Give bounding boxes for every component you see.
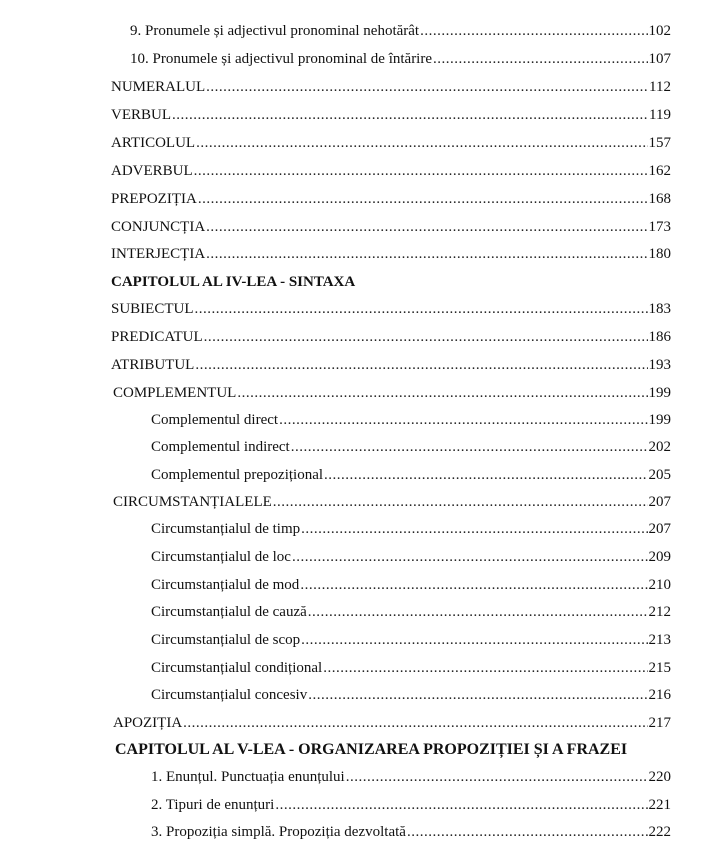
toc-entry-page: 207	[648, 494, 671, 510]
toc-entry-label: 1. Enunțul. Punctuația enunțului	[151, 769, 345, 785]
dot-leader	[433, 48, 647, 70]
toc-entry-page: 183	[648, 301, 671, 317]
toc-entry-page: 157	[648, 135, 671, 151]
toc-entry	[151, 409, 671, 431]
dot-leader	[324, 464, 647, 486]
toc-entry-label: COMPLEMENTUL	[113, 385, 237, 401]
dot-leader	[198, 188, 648, 210]
dot-leader	[291, 436, 648, 458]
dot-leader	[206, 76, 648, 98]
toc-entry-page: 186	[648, 329, 671, 345]
toc-entry-label: Circumstanțialul concesiv	[151, 687, 308, 703]
toc-entry-page: 168	[648, 191, 671, 207]
toc-entry	[151, 821, 671, 843]
toc-entry-label: Complementul indirect	[151, 439, 290, 455]
toc-entry-label: SUBIECTUL	[111, 301, 194, 317]
toc-entry-label: Circumstanțialul de mod	[151, 577, 300, 593]
toc-entry	[111, 76, 671, 98]
toc-entry-page: 173	[648, 219, 671, 235]
toc-entry-page: 202	[648, 439, 671, 455]
toc-entry-page: 221	[648, 797, 671, 813]
toc-entry	[111, 216, 671, 238]
toc-entry-page: 119	[649, 107, 671, 123]
dot-leader	[196, 132, 647, 154]
dot-leader	[237, 382, 647, 404]
toc-entry-label: Complementul prepozițional	[151, 467, 324, 483]
toc-entry-label: ADVERBUL	[111, 163, 193, 179]
dot-leader	[206, 243, 647, 265]
dot-leader	[346, 766, 648, 788]
toc-entry-label: CIRCUMSTANȚIALELE	[113, 494, 272, 510]
toc-entry-label: Complementul direct	[151, 412, 279, 428]
toc-entry	[151, 766, 671, 788]
toc-entry	[111, 132, 671, 154]
chapter-heading: CAPITOLUL AL V-LEA - ORGANIZAREA PROPOZIȚIEI ȘI A FRAZEI	[115, 741, 628, 758]
dot-leader	[204, 326, 648, 348]
toc-entry-page: 199	[648, 385, 671, 401]
dot-leader	[407, 821, 648, 843]
toc-entry-label: CONJUNCȚIA	[111, 219, 206, 235]
toc-entry-page: 180	[648, 246, 671, 262]
toc-entry	[111, 298, 671, 320]
dot-leader	[301, 518, 647, 540]
toc-entry-label: 3. Propoziția simplă. Propoziția dezvoltată	[151, 824, 406, 840]
toc-entry-label: 2. Tipuri de enunțuri	[151, 797, 275, 813]
toc-entry	[151, 794, 671, 816]
dot-leader	[308, 684, 647, 706]
toc-entry	[151, 601, 671, 623]
dot-leader	[301, 629, 647, 651]
toc-entry	[151, 574, 671, 596]
dot-leader	[292, 546, 648, 568]
dot-leader	[195, 298, 648, 320]
toc-entry-page: 112	[649, 79, 671, 95]
toc-entry-page: 210	[648, 577, 671, 593]
toc-entry-label: VERBUL	[111, 107, 171, 123]
toc-entry-page: 213	[648, 632, 671, 648]
dot-leader	[273, 491, 648, 513]
dot-leader	[279, 409, 647, 431]
toc-entry-label: Circumstanțialul de cauză	[151, 604, 307, 620]
toc-entry-page: 216	[648, 687, 671, 703]
toc-entry-page: 222	[648, 824, 671, 840]
toc-entry	[130, 20, 671, 42]
toc-entry	[151, 518, 671, 540]
toc-entry	[111, 243, 671, 265]
toc-entry-label: Circumstanțialul condițional	[151, 660, 323, 676]
toc-entry	[111, 326, 671, 348]
toc-entry-label: Circumstanțialul de timp	[151, 521, 301, 537]
toc-entry-label: NUMERALUL	[111, 79, 206, 95]
dot-leader	[172, 104, 648, 126]
toc-entry	[151, 436, 671, 458]
dot-leader	[300, 574, 647, 596]
toc-entry	[151, 684, 671, 706]
toc-entry-page: 215	[648, 660, 671, 676]
chapter-heading: CAPITOLUL AL IV-LEA - SINTAXA	[111, 274, 356, 290]
toc-entry-label: Circumstanțialul de scop	[151, 632, 301, 648]
dot-leader	[420, 20, 647, 42]
dot-leader	[194, 160, 648, 182]
dot-leader	[195, 354, 647, 376]
toc-entry-page: 217	[648, 715, 671, 731]
dot-leader	[206, 216, 647, 238]
toc-entry-label: PREDICATUL	[111, 329, 203, 345]
toc-entry	[151, 546, 671, 568]
toc-entry-label: 10. Pronumele și adjectivul pronominal de întărire	[130, 51, 433, 67]
toc-entry-label: PREPOZIȚIA	[111, 191, 197, 207]
toc-entry-page: 220	[648, 769, 671, 785]
toc-entry-label: 9. Pronumele și adjectivul pronominal nehotărât	[130, 23, 420, 39]
toc-entry-label: Circumstanțialul de loc	[151, 549, 291, 565]
toc-entry-page: 205	[648, 467, 671, 483]
toc-entry-label: APOZIȚIA	[113, 715, 183, 731]
toc-entry-label: ATRIBUTUL	[111, 357, 195, 373]
toc-entry	[113, 382, 671, 404]
toc-entry-page: 207	[648, 521, 671, 537]
toc-entry	[151, 464, 671, 486]
toc-entry-label: INTERJECȚIA	[111, 246, 206, 262]
toc-entry	[151, 657, 671, 679]
toc-entry-page: 193	[648, 357, 671, 373]
toc-entry	[151, 629, 671, 651]
toc-entry-page: 107	[648, 51, 671, 67]
toc-entry-page: 212	[648, 604, 671, 620]
toc-entry	[130, 48, 671, 70]
dot-leader	[275, 794, 647, 816]
dot-leader	[323, 657, 647, 679]
dot-leader	[308, 601, 648, 623]
toc-entry-label: ARTICOLUL	[111, 135, 196, 151]
toc-entry-page: 209	[648, 549, 671, 565]
toc-entry	[111, 354, 671, 376]
dot-leader	[183, 712, 647, 734]
toc-entry	[111, 160, 671, 182]
toc-entry	[113, 712, 671, 734]
toc-entry-page: 102	[648, 23, 671, 39]
toc-entry	[111, 188, 671, 210]
toc-entry	[113, 491, 671, 513]
toc-entry-page: 162	[648, 163, 671, 179]
toc-entry-page: 199	[648, 412, 671, 428]
toc-entry	[111, 104, 671, 126]
